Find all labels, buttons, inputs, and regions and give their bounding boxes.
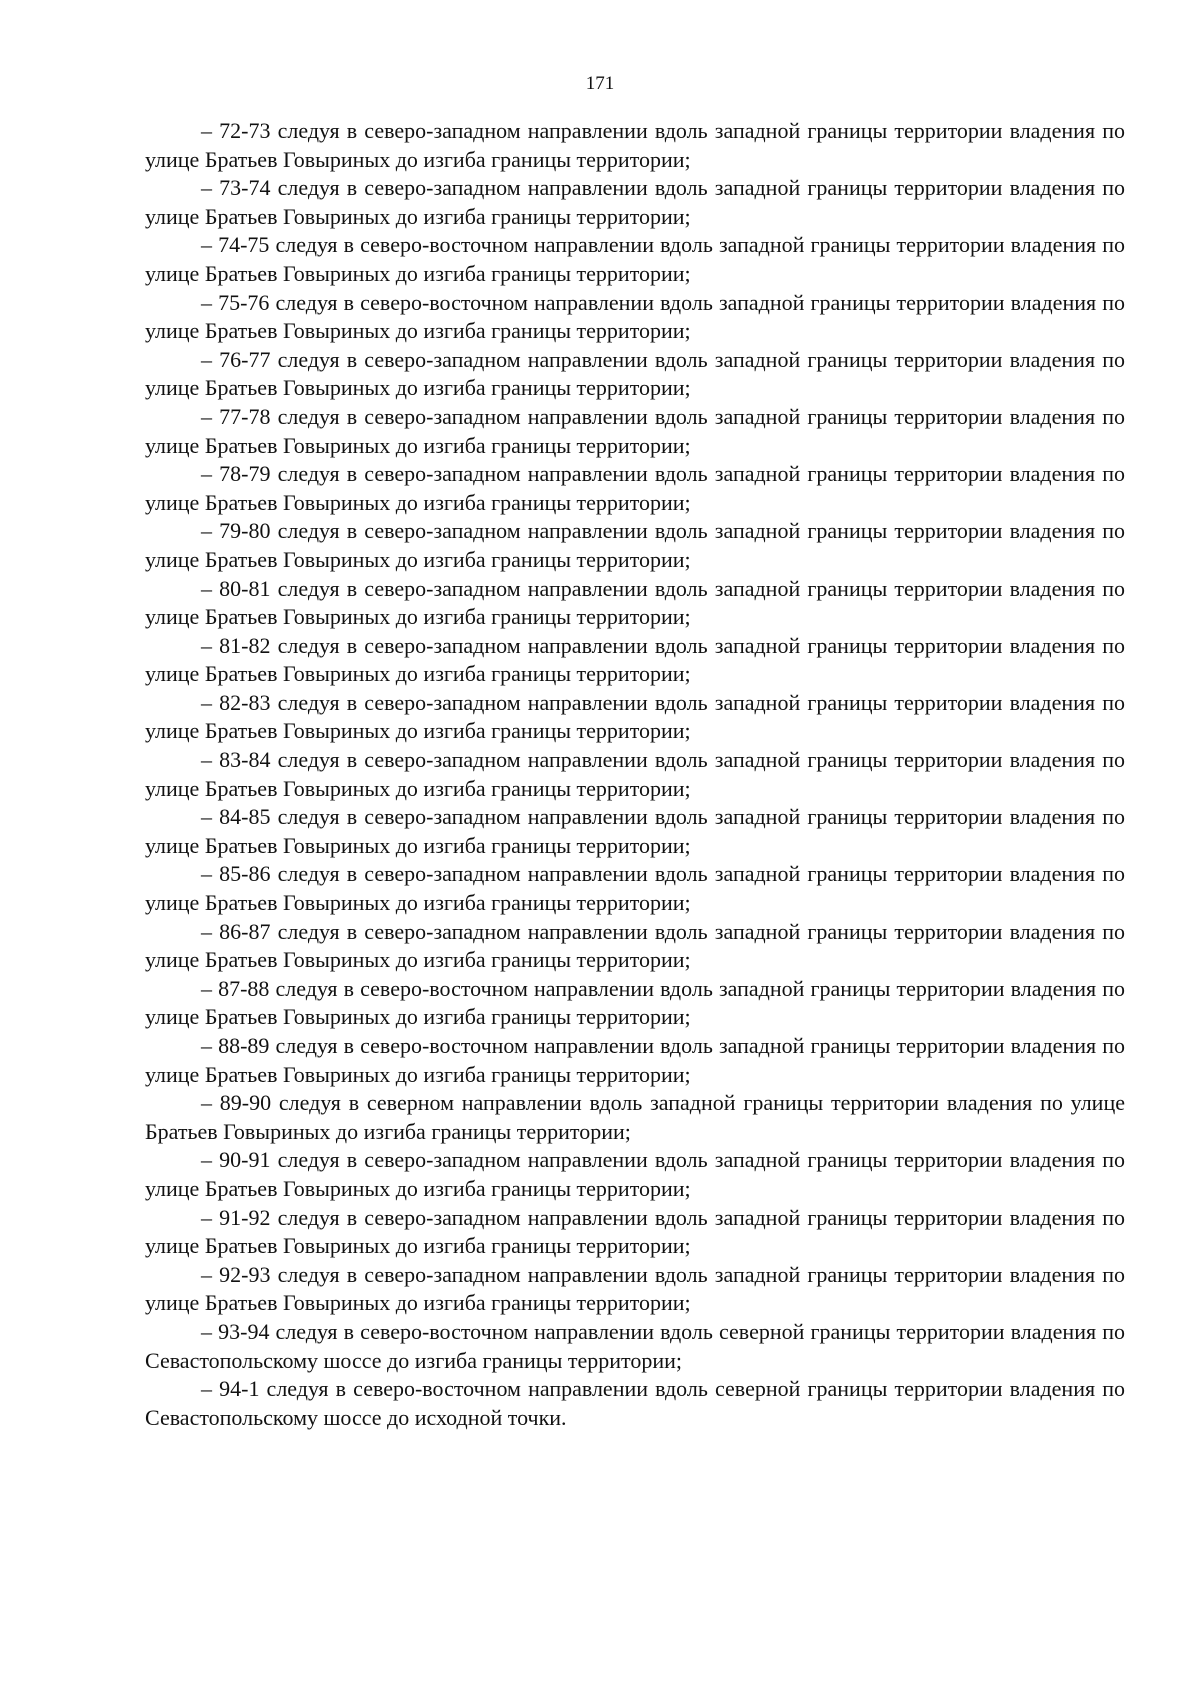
boundary-segment-72-73: – 72-73 следуя в северо-западном направлении вдоль западной границы территории владения по улице Братьев Говыриных до изгиба границы территории; — [145, 118, 1125, 172]
boundary-segment-92-93: – 92-93 следуя в северо-западном направлении вдоль западной границы территории владения по улице Братьев Говыриных до изгиба границы территории; — [145, 1261, 1125, 1316]
boundary-segment-88-89: – 88-89 следуя в северо-восточном направлении вдоль западной границы территории владения по улице Братьев Говыриных до изгиба границы территории; — [145, 1033, 1125, 1087]
boundary-segment-89-90: – 89-90 следуя в северном направлении вдоль западной границы территории владения по улице Братьев Говыриных до изгиба границы территории; — [145, 1090, 1125, 1144]
boundary-segment-86-87: – 86-87 следуя в северо-западном направлении вдоль западной границы территории владения по улице Братьев Говыриных до изгиба границы территории; — [145, 918, 1125, 973]
boundary-segment-75-76: – 75-76 следуя в северо-восточном направлении вдоль западной границы территории владения по улице Братьев Говыриных до изгиба границы территории; — [145, 289, 1125, 344]
boundary-segment-82-83: – 82-83 следуя в северо-западном направлении вдоль западной границы территории владения по улице Братьев Говыриных до изгиба границы территории; — [145, 689, 1125, 744]
boundary-segment-76-77: – 76-77 следуя в северо-западном направлении вдоль западной границы территории владения по улице Братьев Говыриных до изгиба границы территории; — [145, 346, 1125, 401]
boundary-segment-84-85: – 84-85 следуя в северо-западном направлении вдоль западной границы территории владения по улице Братьев Говыриных до изгиба границы территории; — [145, 804, 1125, 858]
boundary-description-list — [145, 117, 1125, 1432]
boundary-segment-94-1: – 94-1 следуя в северо-восточном направлении вдоль северной границы территории владения по Севастопольскому шоссе до исходной точки. — [145, 1376, 1125, 1430]
boundary-segment-79-80: – 79-80 следуя в северо-западном направлении вдоль западной границы территории владения по улице Братьев Говыриных до изгиба границы территории; — [145, 518, 1125, 572]
boundary-segment-85-86: – 85-86 следуя в северо-западном направлении вдоль западной границы территории владения по улице Братьев Говыриных до изгиба границы территории; — [145, 861, 1125, 916]
boundary-segment-74-75: – 74-75 следуя в северо-восточном направлении вдоль западной границы территории владения по улице Братьев Говыриных до изгиба границы территории; — [145, 232, 1125, 286]
page-number: 171 — [585, 73, 615, 94]
boundary-segment-78-79: – 78-79 следуя в северо-западном направлении вдоль западной границы территории владения по улице Братьев Говыриных до изгиба границы территории; — [145, 461, 1125, 515]
boundary-segment-93-94: – 93-94 следуя в северо-восточном направлении вдоль северной границы территории владения по Севастопольскому шоссе до изгиба границы территории; — [145, 1318, 1125, 1373]
boundary-segment-87-88: – 87-88 следуя в северо-восточном направлении вдоль западной границы территории владения по улице Братьев Говыриных до изгиба границы территории; — [145, 975, 1125, 1030]
boundary-segment-90-91: – 90-91 следуя в северо-западном направлении вдоль западной границы территории владения по улице Братьев Говыриных до изгиба границы территории; — [145, 1147, 1125, 1201]
boundary-segment-73-74: – 73-74 следуя в северо-западном направлении вдоль западной границы территории владения по улице Братьев Говыриных до изгиба границы территории; — [145, 175, 1125, 229]
boundary-segment-80-81: – 80-81 следуя в северо-западном направлении вдоль западной границы территории владения по улице Братьев Говыриных до изгиба границы территории; — [145, 575, 1125, 630]
boundary-segment-83-84: – 83-84 следуя в северо-западном направлении вдоль западной границы территории владения по улице Братьев Говыриных до изгиба границы территории; — [145, 747, 1125, 801]
boundary-segment-81-82: – 81-82 следуя в северо-западном направлении вдоль западной границы территории владения по улице Братьев Говыриных до изгиба границы территории; — [145, 632, 1125, 687]
boundary-segment-91-92: – 91-92 следуя в северо-западном направлении вдоль западной границы территории владения по улице Братьев Говыриных до изгиба границы территории; — [145, 1204, 1125, 1259]
boundary-segment-77-78: – 77-78 следуя в северо-западном направлении вдоль западной границы территории владения по улице Братьев Говыриных до изгиба границы территории; — [145, 403, 1125, 458]
